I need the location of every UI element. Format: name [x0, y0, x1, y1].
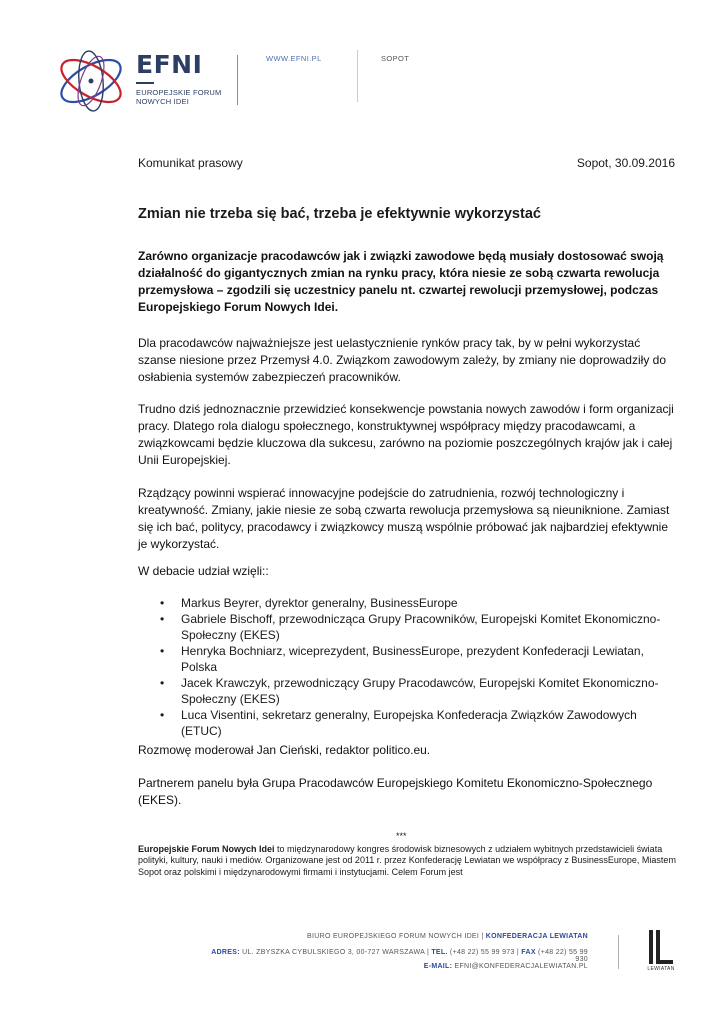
- document-type: Komunikat prasowy: [138, 156, 243, 170]
- header-divider-light: [357, 50, 358, 102]
- place-date: Sopot, 30.09.2016: [576, 156, 675, 170]
- list-item: [138, 643, 678, 675]
- brand-subtitle-line-1: EUROPEJSKIE FORUM: [136, 88, 222, 97]
- paragraph-3: Rządzący powinni wspierać innowacyjne podejście do zatrudnienia, rozwój technologiczny i kreatywność. Zmiany, jakie niesie ze sobą czwarta rewolucja przemysłowa są nieuniknione. Zamiast się ich bać, politycy, pracodawcy i związkowcy muszą wspólnie próbować jak najbardziej efektywnie je wykorzystać.: [138, 486, 670, 551]
- efni-logo-mark: [52, 42, 130, 120]
- partner-paragraph: Partnerem panelu była Grupa Pracodawców Europejskiego Komitetu Ekonomiczno-Społecznego (EKES).: [138, 776, 653, 807]
- bullet-icon: •: [160, 612, 165, 626]
- section-separator: ***: [396, 831, 407, 841]
- participant-name: Markus Beyrer, dyrektor generalny, BusinessEurope: [181, 596, 458, 610]
- email-link[interactable]: EFNI@KONFEDERACJALEWIATAN.PL: [452, 963, 588, 970]
- paragraph-1: Dla pracodawców najważniejsze jest uelastycznienie rynków pracy tak, by w pełni wykorzystać szanse niesione przez Przemysł 4.0. Związkom zawodowym zależy, by zmiany nie doprowadziły do osłabienia systemów zabezpieczeń pracowników.: [138, 336, 666, 384]
- website-link[interactable]: WWW.EFNI.PL: [266, 54, 322, 63]
- brand-underline: [136, 82, 154, 84]
- email-label: E-MAIL:: [423, 963, 453, 970]
- list-item: [138, 595, 678, 611]
- bullet-icon: •: [160, 596, 165, 610]
- bullet-icon: •: [160, 644, 165, 658]
- tel-label: TEL.: [431, 949, 448, 956]
- participants-list: [138, 595, 678, 739]
- moderator-paragraph: Rozmowę moderował Jan Cieński, redaktor politico.eu.: [138, 743, 431, 757]
- list-item: [138, 611, 678, 643]
- fax-label: FAX: [521, 949, 536, 956]
- list-item: [138, 707, 678, 739]
- footer-divider: [618, 935, 619, 969]
- participant-name: Gabriele Bischoff, przewodnicząca Grupy Pracowników, Europejski Komitet Ekonomiczno-Społeczny (EKES): [181, 612, 661, 642]
- list-item: [138, 675, 678, 707]
- bullet-icon: •: [160, 708, 165, 722]
- bullet-icon: •: [160, 676, 165, 690]
- address-label: ADRES:: [211, 949, 240, 956]
- participant-name: Henryka Bochniarz, wiceprezydent, BusinessEurope, prezydent Konfederacji Lewiatan, Polska: [181, 644, 644, 674]
- lewiatan-logo-text: LEWIATAN: [647, 966, 675, 972]
- address-value: UL. ZBYSZKA CYBULSKIEGO 3, 00-727 WARSZAWA |: [239, 949, 432, 956]
- brand-name: EFNI: [136, 50, 203, 79]
- office-org: KONFEDERACJA LEWIATAN: [485, 933, 588, 940]
- email-line: [300, 963, 588, 970]
- tel-value: (+48 22) 55 99 973 |: [447, 949, 522, 956]
- footer-note-title: Europejskie Forum Nowych Idei: [138, 844, 275, 854]
- lewiatan-logo-icon: [647, 930, 675, 964]
- footer-note: [138, 844, 678, 878]
- participant-name: Luca Visentini, sekretarz generalny, Europejska Konfederacja Związków Zawodowych (ETUC): [181, 708, 637, 738]
- header-divider: [237, 55, 238, 105]
- lead-paragraph: Zarówno organizacje pracodawców jak i związki zawodowe będą musiały dostosować swoją działalność do gigantycznych zmian na rynku pracy, która niesie ze sobą czwarta rewolucja przemysłowa – zgodzili się uczestnicy panelu nt. czwartej rewolucji przemysłowej, podczas Europejskiego Forum Nowych Idei.: [138, 249, 664, 314]
- participants-intro: W debacie udział wzięli::: [138, 564, 269, 578]
- brand-subtitle-line-2: NOWYCH IDEI: [136, 97, 190, 106]
- headline: Zmian nie trzeba się bać, trzeba je efektywnie wykorzystać: [138, 206, 541, 222]
- office-line: [300, 933, 588, 940]
- fax-value: (+48 22) 55 99 930: [535, 949, 588, 963]
- office-prefix: BIURO EUROPEJSKIEGO FORUM NOWYCH IDEI |: [307, 933, 486, 940]
- participant-name: Jacek Krawczyk, przewodniczący Grupy Pracodawców, Europejski Komitet Ekonomiczno-Społeczny (EKES): [181, 676, 659, 706]
- paragraph-2: Trudno dziś jednoznacznie przewidzieć konsekwencje powstania nowych zawodów i form organizacji pracy. Dlatego rola dialogu społecznego, konstruktywnej współpracy między pracodawcami, a związkowcami będzie kluczowa dla sukcesu, zarówno na poziomie poszczególnych krajów jak i całej Unii Europejskiej.: [138, 402, 674, 467]
- footer-note-text: to międzynarodowy kongres środowisk biznesowych z udziałem wybitnych przedstawicieli świata polityki, kultury, nauki i mediów. Organizowane jest od 2011 r. przez Konfederację Lewiatan we współpracy z BusinessEurope, Miastem Sopot oraz polskimi i międzynarodowymi firmami i instytucjami. Celem Forum jest: [138, 844, 676, 877]
- address-line: [200, 949, 588, 963]
- header-city: SOPOT: [381, 54, 410, 63]
